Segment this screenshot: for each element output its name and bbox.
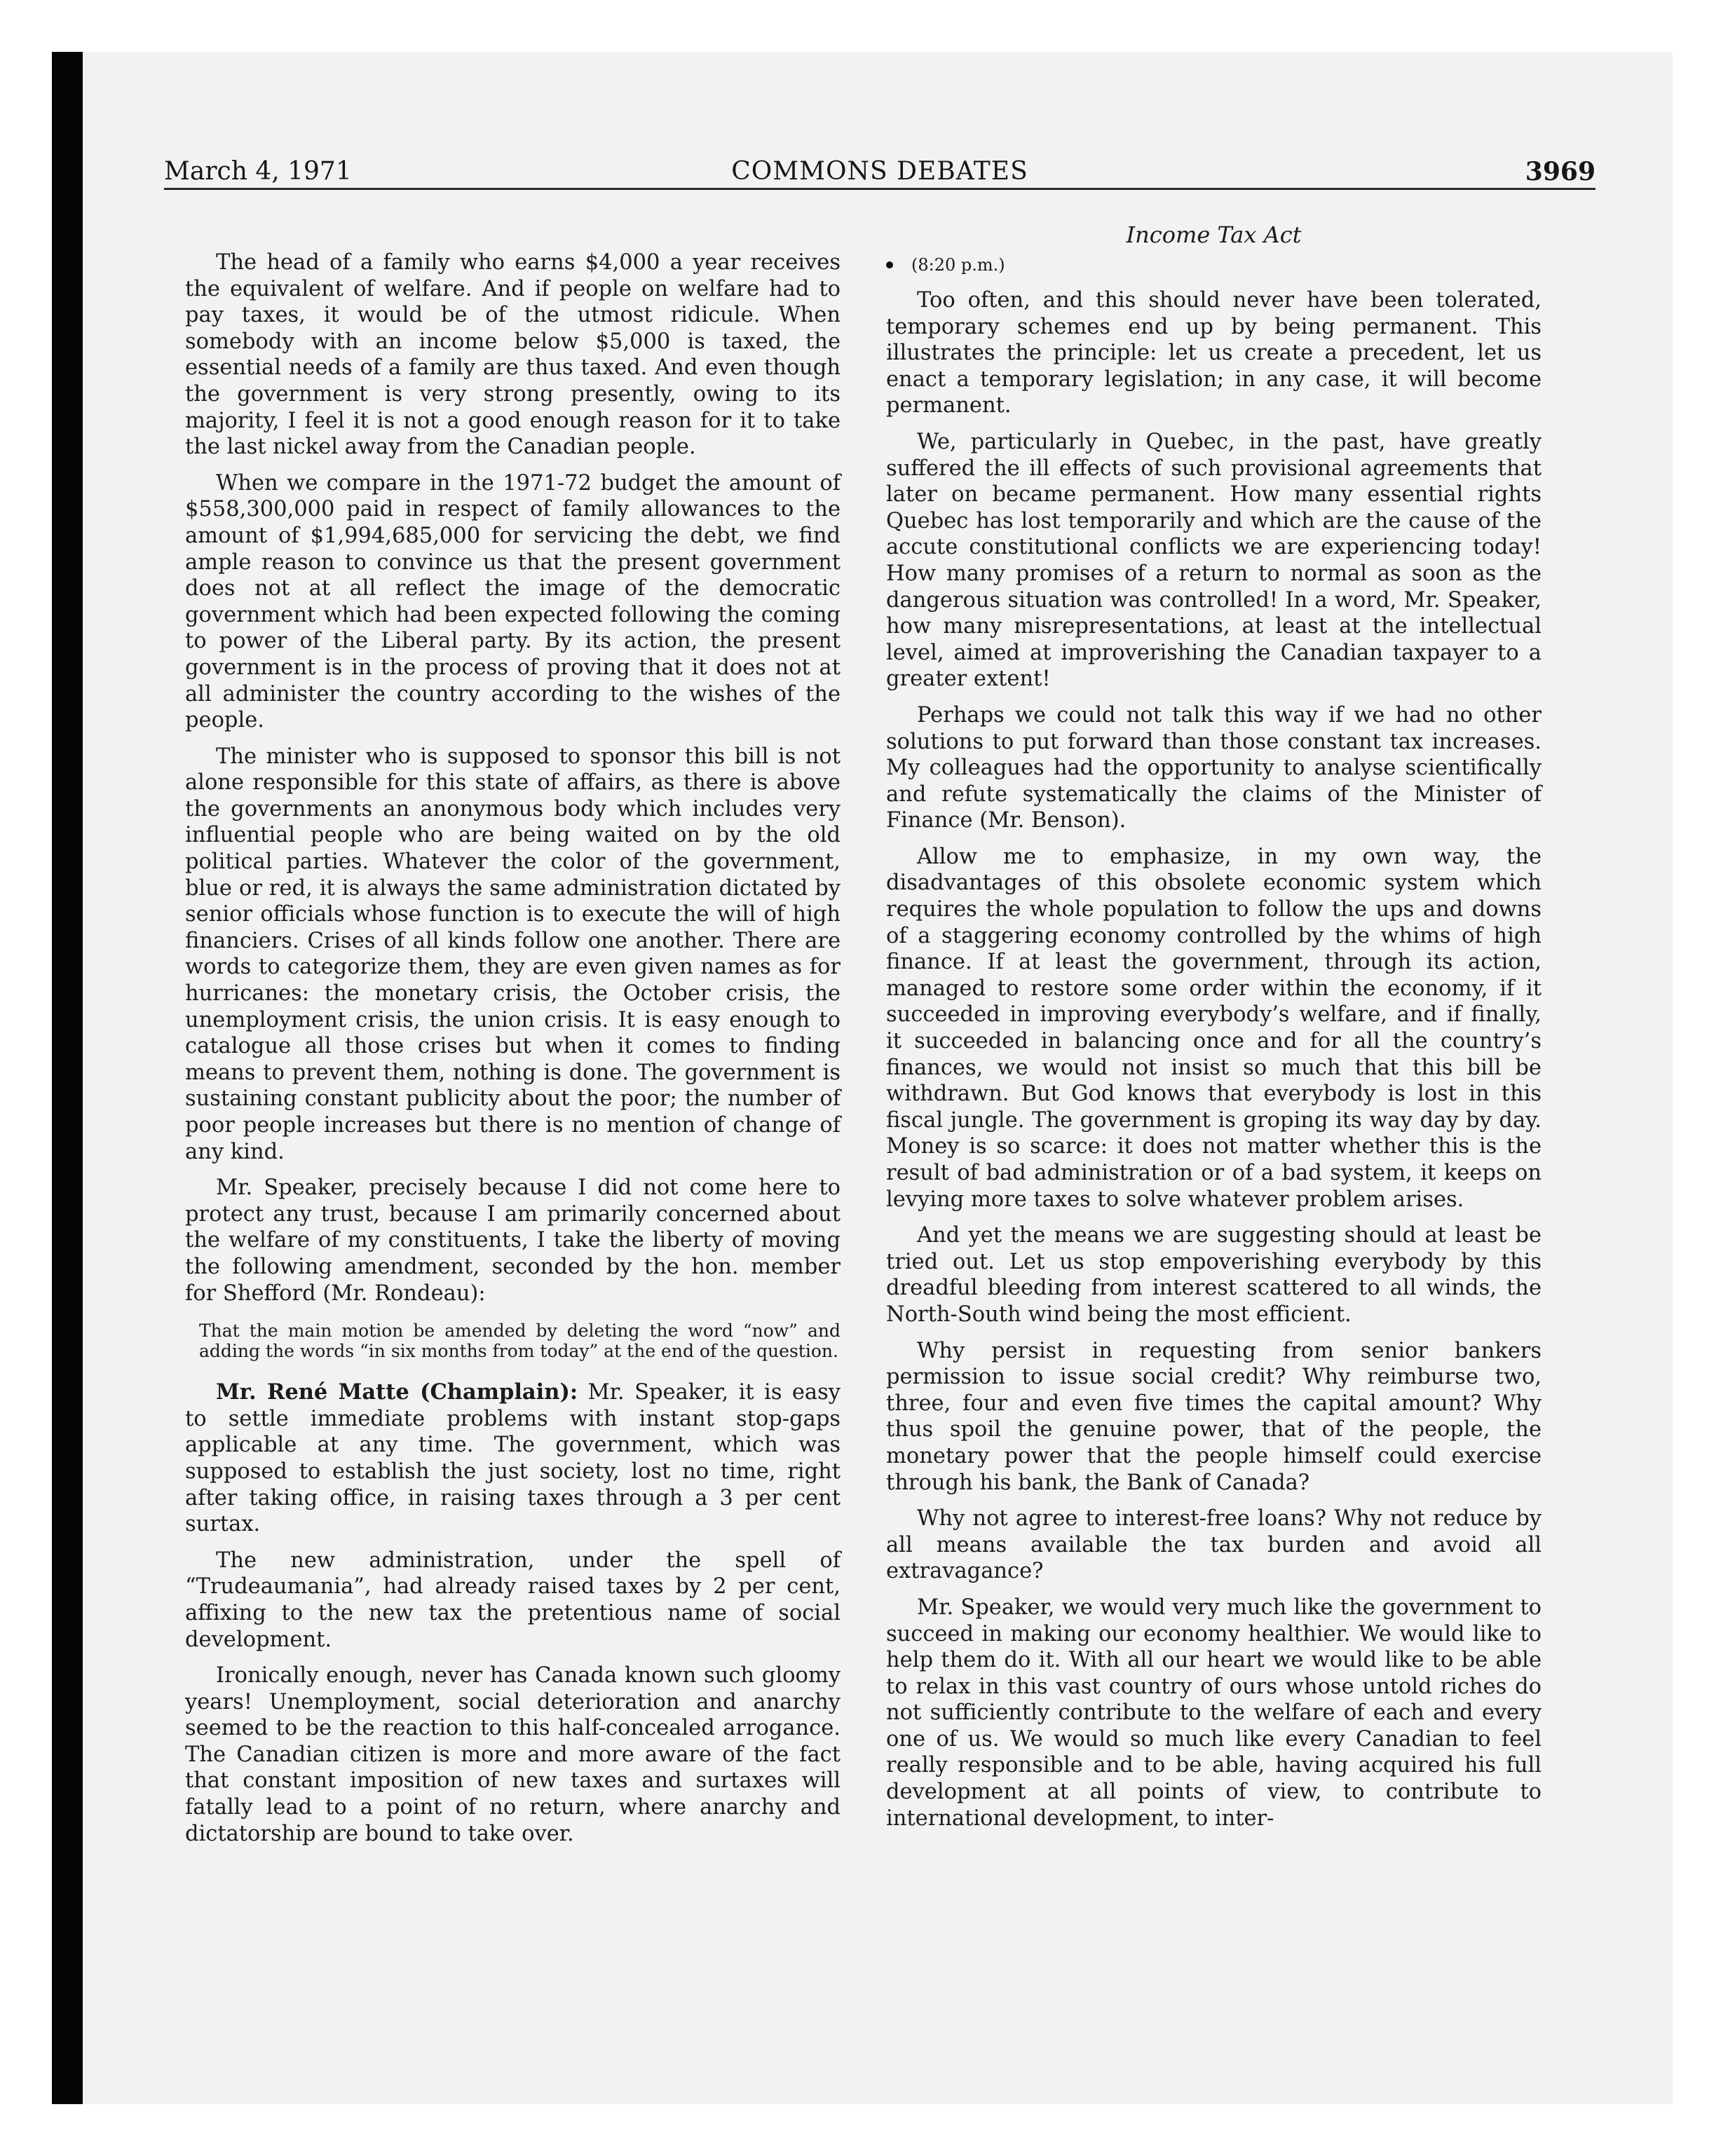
paragraph: Perhaps we could not talk this way if we had no other solutions to put forward than those constant tax increases. My colleagues had the opportunity to analyse scientifically and refute systematically the claims of the Minister of Finance (Mr. Benson).: [886, 702, 1542, 833]
scan-binding-edge: [52, 52, 83, 2104]
page-header: [164, 157, 1595, 192]
header-title: COMMONS DEBATES: [731, 157, 1028, 186]
paragraph: Why not agree to interest-free loans? Why not reduce by all means available the tax burden and avoid all extravagance?: [886, 1506, 1542, 1584]
left-column: [185, 250, 841, 1857]
scanned-page: [52, 52, 1673, 2104]
paragraph: Why persist in requesting from senior bankers permission to issue social credit? Why reimburse two, three, four and even five times the capital amount? Why thus spoil the genuine power, that of the people, the monetary power that the people himself could exercise through his bank, the Bank of Canada?: [886, 1338, 1542, 1495]
paragraph: The minister who is supposed to sponsor this bill is not alone responsible for this state of affairs, as there is above the governments an anonymous body which includes very influential people who are being waited on by the old political parties. Whatever the color of the government, blue or red, it is always the same administration dictated by senior officials whose function is to execute the will of high financiers. Crises of all kinds follow one another. There are words to categorize them, they are even given names as for hurricanes: the monetary crisis, the October crisis, the unemployment crisis, the union crisis. It is easy enough to catalogue all those crises but when it comes to finding means to prevent them, nothing is done. The government is sustaining constant publicity about the poor; the number of poor people increases but there is no mention of change of any kind.: [185, 744, 841, 1164]
speaker-text: Mr. Speaker, it is easy to settle immediate problems with instant stop-gaps applicable at any time. The government, which was supposed to establish the just society, lost no time, right after taking office, in raising taxes through a 3 per cent surtax.: [185, 1380, 841, 1537]
bullet-icon: [886, 261, 893, 268]
right-column: [886, 221, 1542, 1841]
paragraph: The head of a family who earns $4,000 a year receives the equivalent of welfare. And if people on welfare had to pay taxes, it would be of the utmost ridicule. When somebody with an income below $5,000 is taxed, the essential needs of a family are thus taxed. And even though the government is very strong presently, owing to its majority, I feel it is not a good enough reason for it to take the last nickel away from the Canadian people.: [185, 250, 841, 460]
time-marker: [886, 255, 1542, 275]
speaker-name: Mr. René Matte (Champlain):: [216, 1379, 578, 1405]
paragraph: The new administration, under the spell of “Trudeaumania”, had already raised taxes by 2 per cent, affixing to the new tax the pretentious name of social development.: [185, 1548, 841, 1652]
header-page-number: 3969: [1525, 157, 1595, 186]
header-rule: [164, 188, 1595, 190]
speaker-paragraph: [185, 1379, 841, 1538]
paragraph: Allow me to emphasize, in my own way, the disadvantages of this obsolete economic system which requires the whole population to follow the ups and downs of a staggering economy controlled by the whims of high finance. If at least the government, through its action, managed to restore some order within the economy, if it succeeded in improving everybody’s welfare, and if finally, it succeeded in balancing once and for all the country’s finances, we would not insist so much that this bill be withdrawn. But God knows that everybody is lost in this fiscal jungle. The government is groping its way day by day. Money is so scarce: it does not matter whether this is the result of bad administration or of a bad system, it keeps on levying more taxes to solve whatever problem arises.: [886, 844, 1542, 1212]
paragraph: Mr. Speaker, precisely because I did not come here to protect any trust, because I am primarily concerned about the welfare of my constituents, I take the liberty of moving the following amendment, seconded by the hon. member for Shefford (Mr. Rondeau):: [185, 1175, 841, 1306]
paragraph: When we compare in the 1971-72 budget the amount of $558,300,000 paid in respect of family allowances to the amount of $1,994,685,000 for servicing the debt, we find ample reason to convince us that the present government does not at all reflect the image of the democratic government which had been expected following the coming to power of the Liberal party. By its action, the present government is in the process of proving that it does not at all administer the country according to the wishes of the people.: [185, 470, 841, 733]
paragraph: And yet the means we are suggesting should at least be tried out. Let us stop empoverishing everybody by this dreadful bleeding from interest scattered to all winds, the North-South wind being the most efficient.: [886, 1223, 1542, 1327]
time-marker-text: (8:20 p.m.): [911, 255, 1005, 275]
paragraph: Mr. Speaker, we would very much like the government to succeed in making our economy healthier. We would like to help them do it. With all our heart we would like to be able to relax in this vast country of ours whose untold riches do not sufficiently contribute to the welfare of each and every one of us. We would so much like every Canadian to feel really responsible and to be able, having acquired his full development at all points of view, to contribute to international development, to inter-: [886, 1595, 1542, 1831]
amendment-motion: That the main motion be amended by deleting the word “now” and adding the words “in six months from today” at the end of the question.: [199, 1321, 841, 1362]
section-title: Income Tax Act: [1126, 221, 1302, 248]
paragraph: Ironically enough, never has Canada known such gloomy years! Unemployment, social deterioration and anarchy seemed to be the reaction to this half-concealed arrogance. The Canadian citizen is more and more aware of the fact that constant imposition of new taxes and surtaxes will fatally lead to a point of no return, where anarchy and dictatorship are bound to take over.: [185, 1663, 841, 1846]
header-date: March 4, 1971: [164, 157, 352, 186]
paragraph: We, particularly in Quebec, in the past, have greatly suffered the ill effects of such provisional agreements that later on became permanent. How many essential rights Quebec has lost temporarily and which are the cause of the accute constitutional conflicts we are experiencing today! How many promises of a return to normal as soon as the dangerous situation was controlled! In a word, Mr. Speaker, how many misrepresentations, at least at the intellectual level, aimed at improverishing the Canadian taxpayer to a greater extent!: [886, 429, 1542, 692]
paragraph: Too often, and this should never have been tolerated, temporary schemes end up by being permanent. This illustrates the principle: let us create a precedent, let us enact a temporary legislation; in any case, it will become permanent.: [886, 288, 1542, 418]
